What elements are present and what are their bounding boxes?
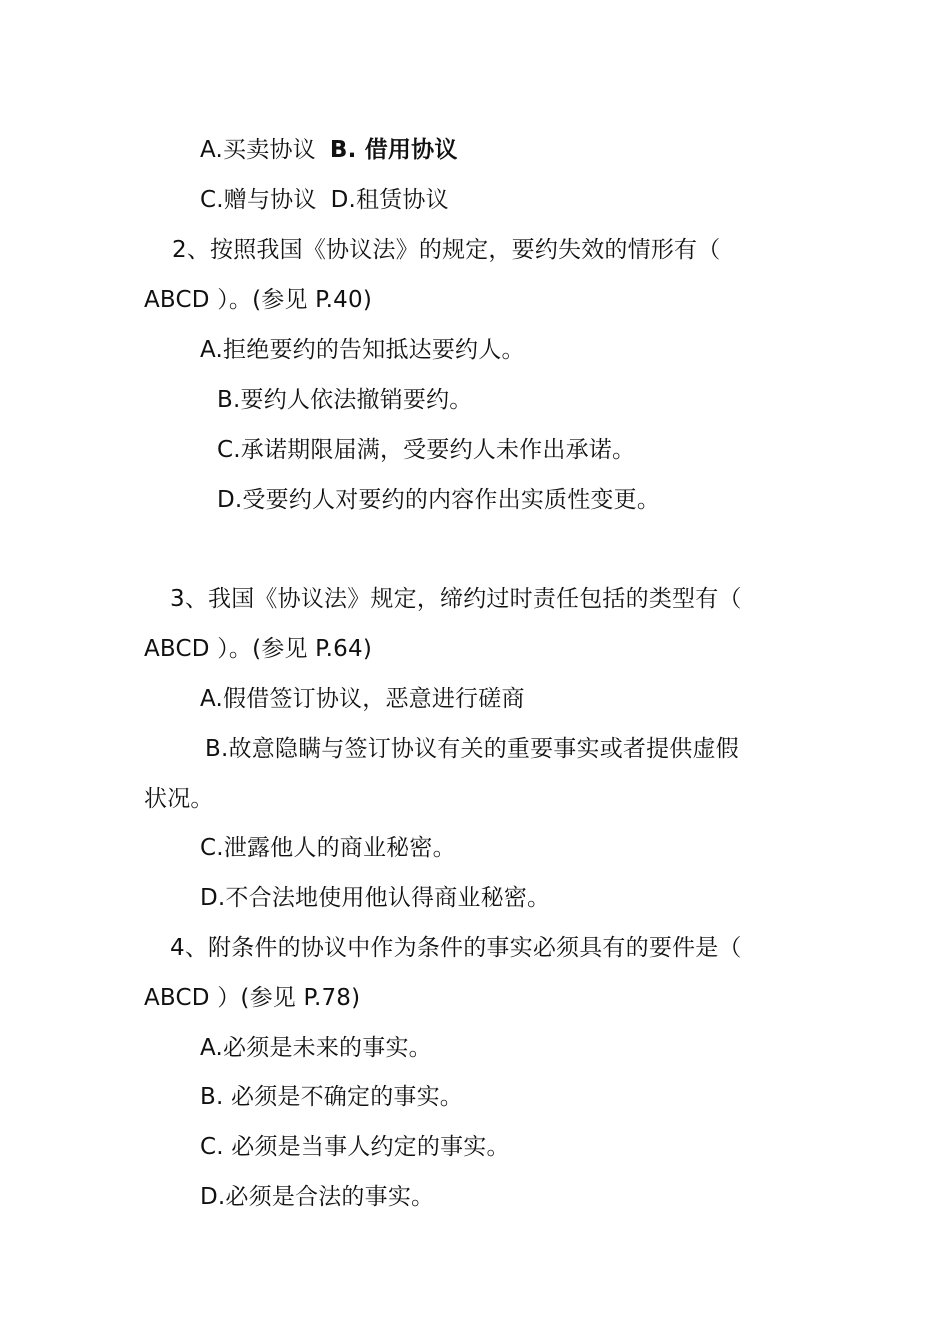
q4-option-b: B. 必须是不确定的事实。 [200,1084,464,1110]
q3-option-c: C.泄露他人的商业秘密。 [200,835,456,861]
q3-option-d: D.不合法地使用他认得商业秘密。 [200,885,551,911]
q3-stem-line-2: ABCD ）。(参见 P.64) [144,636,373,662]
q1-options-row-1 [200,135,458,165]
q3-option-a: A.假借签订协议，恶意进行磋商 [200,686,525,712]
q1-options-row-2 [200,185,449,215]
q2-stem-line-1: 2、按照我国《协议法》的规定，要约失效的情形有（ [172,237,721,263]
q2-option-d: D.受要约人对要约的内容作出实质性变更。 [217,487,661,513]
q1-option-d: D.租赁协议 [330,187,449,213]
q2-option-c: C.承诺期限届满，受要约人未作出承诺。 [217,437,636,463]
q3-option-b-continued: 状况。 [144,786,214,812]
q4-stem-line-1: 4、附条件的协议中作为条件的事实必须具有的要件是（ [170,935,742,961]
q2-option-a: A.拒绝要约的告知抵达要约人。 [200,337,525,363]
q2-option-b: B.要约人依法撤销要约。 [217,387,473,413]
q4-stem-line-2: ABCD ）(参见 P.78) [144,985,361,1011]
q3-option-b: B.故意隐瞒与签订协议有关的重要事实或者提供虚假 [205,736,739,762]
q4-option-d: D.必须是合法的事实。 [200,1184,435,1210]
q3-stem-line-1: 3、我国《协议法》规定，缔约过时责任包括的类型有（ [170,586,742,612]
q4-option-a: A.必须是未来的事实。 [200,1035,432,1061]
q1-option-b: B. 借用协议 [329,137,458,163]
q4-option-c: C. 必须是当事人约定的事实。 [200,1134,510,1160]
q1-option-a: A.买卖协议 [200,137,316,163]
q1-option-c: C.赠与协议 [200,187,317,213]
q2-stem-line-2: ABCD ）。(参见 P.40) [144,287,373,313]
